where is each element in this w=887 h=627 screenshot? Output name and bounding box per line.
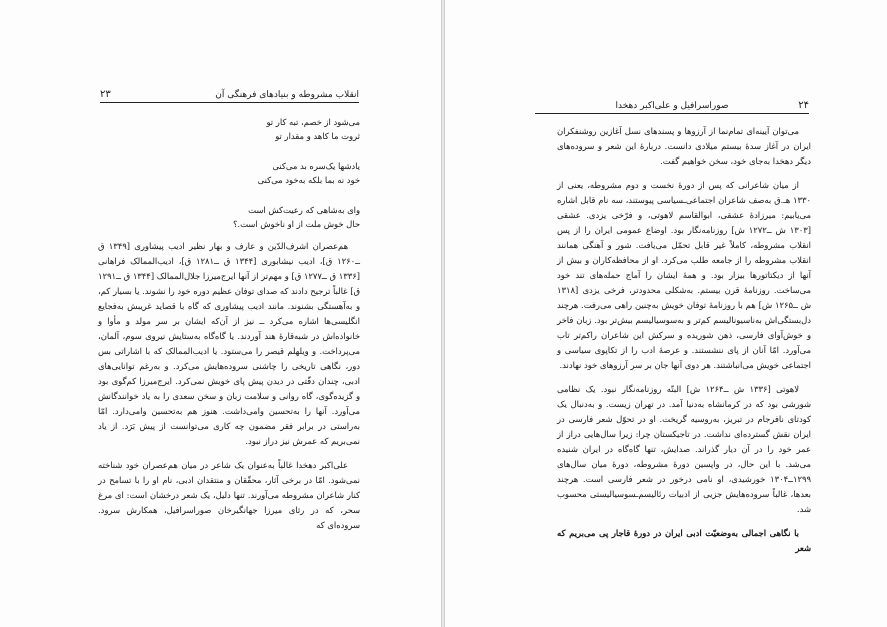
running-head-title: انقلاب مشروطه و بنیادهای فرهنگی آن: [215, 90, 359, 100]
stanza: [98, 159, 360, 187]
page-number: ۲۳: [100, 89, 111, 100]
paragraph: لاهوتی [۱۳۳۶ ش ــ۱۲۶۴ ش] البتّه روزنامه‌نگار نبود. یک نظامی شورشی بود که در کرمانشاه به‌دنیا آمد. در تهران زیست. و به‌دنبال یک کودتای نافرجام در تبریز، به‌روسیه گریخت. او در تحوّل شعر فارسی در ایران نقش گسترده‌ای نداشت. در تاجیکستان چرا: زیرا سال‌هایی دراز از عمر خود را در آن دیار گذراند. صدایش، تنها گاه‌گاه در ایران شنیده می‌شد. با این حال، در واپسین دورهٔ مشروطه، دورهٔ میان سال‌های ۱۲۹۹ــ۱۳۰۴ خورشیدی، او نامی درخور در شعر فارسی است. هرچند بعدها، غالباً سروده‌هایش جزیی از ادبیات رئالیسم‌ـسوسیالیستی محسوب شد.: [557, 384, 811, 514]
stanza: [98, 203, 360, 231]
verse-line: وای به‌شاهی که رعیت‌کش است: [248, 205, 360, 215]
verse-line: حال خوش ملت از او ناخوش است.؟: [232, 219, 360, 229]
stanza: [98, 115, 360, 143]
page-body: [98, 115, 360, 533]
verse-line: خود نه بما بلکه به‌خود می‌کنی: [257, 175, 360, 185]
paragraph: از میان شاعرانی که پس از دورهٔ نخست و دوم مشروطه، یعنی از ۱۳۳۰ هـ.ق به‌صف شاعران اجتماعی‌ـسیاسی پیوستند، سه نام قابل اشاره می‌یابیم: میرزادهٔ عشقی، ابوالقاسم لاهوتی، و فرّخی یزدی. عشقی [۱۳۰۳ ش ــ۱۲۷۲ ش] روزنامه‌نگار بود. اوضاع عمومی ایران را از پس انقلاب مشروطه، کاملاً غیر قابل تحمّل می‌یافت. شور و آهنگی همانند انقلاب مشروطه را از جامعه طلب می‌کرد. او از محافظه‌کاران و بیش از آنها از دیکتاتورها بیزار بود. و همهٔ ایشان را آماج حمله‌های تند خود می‌ساخت. روزنامهٔ قرن بیستم. به‌شکلی محدودتر، فرخی یزدی [۱۳۱۸ ش ــ۱۲۶۵ ش] هم با روزنامهٔ توفان خویش به‌چنین راهی می‌رفت. هرچند دل‌بستگی‌اش به‌ناسیونالیسم کم‌تر و به‌سوسیالیسم بیش‌تر بود. زبان فاخر و خوش‌آوای فارسی، ذهن شوریده و سرکش این شاعران راکم‌تر تاب می‌آورد. امّا آنان از پای ننشستند. و عرصهٔ ادب را از تکاپوی سیاسی و اجتماعی خویش می‌انباشتند. هر دوی آنها جان بر سر آرزوهای خود نهادند.: [557, 180, 811, 370]
verse-line: یادشها یک‌سره بد می‌کنی: [272, 161, 360, 171]
verse-line: می‌شود از خصم، تبه کار تو: [266, 117, 360, 127]
right-page: [444, 0, 887, 627]
page-body: [557, 124, 811, 556]
verse-line: ثروت ما کاهد و مقدار تو: [275, 131, 360, 141]
paragraph: هم‌عصران اشرف‌الدّین و عارف و بهار نظیر ادیب پیشاوری [۱۳۴۹ ق ــ۱۲۶۰ ق]، ادیب نیشابوری [۱۳۴۴ ق ــ۱۲۸۱ ق]، ادیب‌الممالک فراهانی [۱۳۳۶ ق ــ۱۲۷۷ ق] و مهم‌تر از آنها ایرج‌میرزا جلال‌الممالک [۱۳۴۴ ق ــ۱۲۹۱ ق] غالباً ترجیح دادند که صدای توفان عظیم دوره خود را نشوند. یا بسیار کم، و به‌آهستگی بشنوند. مانند ادیب پیشاوری که گاه با قصاید غریبش به‌فجایع انگلیسی‌ها اشاره می‌کرد ــ نیز از آن‌که ایشان بر سر مولد و مأوا و خانواده‌اش در شبه‌قارهٔ هند آوردند. یا گاه‌گاه به‌ستایش نیروی سوم، آلمان، می‌پرداخت. و ویلهلم قیصر را می‌ستود. یا ادیب‌الممالک که با اشاراتی بس دور، نگاهی تاریخی را چاشنی سروده‌هایش می‌کرد. و به‌رغم توانایی‌های ادبی، چندان دقّتی در دیدن پیش پای خویش نمی‌کرد. ایرج‌میرزا کم‌گوی بود و گزیده‌گوی، گاه روانی و سلامت زبان و سخن سعدی را به یاد خوانندگانش می‌آورد. آنها را به‌تحسین وا‌می‌داشت. هنوز هم به‌تحسین وامی‌دارد. امّا به‌راستی در برابر فقر مضمون چه کاری می‌توانست از پیش بَرَد. از یاد نمی‌بریم که عمرش نیز دراز نبود.: [98, 241, 360, 446]
paragraph: علی‌اکبر دهخدا غالباً به‌عنوان یک شاعر در میان هم‌عصران خود شناخته نمی‌شود. امّا در برخی آثار، محقّقان و منتقدان ادبی، نام او را با تسامح در کنار شاعران مشروطه می‌آورند. تنها دلیل، یک شعر درخشان است: ای مرغ سحر، که در رثای میرزا جهانگیرخان صوراسرافیل، همکارش سرود. سروده‌ای که: [98, 460, 360, 530]
running-header: [100, 84, 359, 103]
paragraph: می‌توان آیینه‌ای تمام‌نما از آرزوها و پسندهای نسل آغازین روشنفکران ایران در آغاز سدهٔ بیستم میلادی دانست. دربارهٔ این شعر و سروده‌های دیگر دهخدا به‌جای خود، سخن خواهیم گفت.: [557, 126, 811, 166]
poem: [98, 115, 360, 231]
running-head-title: صوراسرافیل و علی‌اکبر دهخدا: [615, 101, 729, 111]
left-page: [0, 0, 442, 627]
running-header: [535, 95, 809, 114]
paragraph: با نگاهی اجمالی به‌وضعیّت ادبی ایران در دورهٔ قاجار پی می‌بریم که شعر: [557, 528, 811, 553]
page-number: ۲۴: [798, 100, 809, 111]
